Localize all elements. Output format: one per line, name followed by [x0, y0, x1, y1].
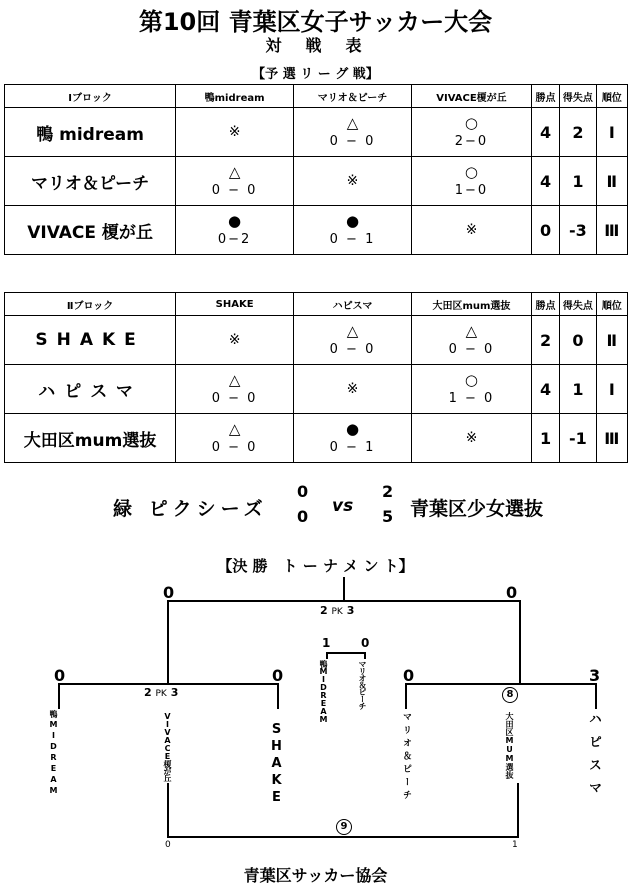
- semi-left-inner-score: 0: [272, 666, 284, 685]
- third-place-left-score: 1: [322, 636, 331, 650]
- block2-table: [4, 292, 628, 463]
- result-symbol: ○: [464, 114, 478, 132]
- result-symbol: △: [228, 163, 241, 181]
- organizer: 青葉区サッカー協会: [243, 866, 388, 885]
- page-subtitle: 対 戦 表: [265, 36, 366, 55]
- exhibition-left-score-second-half: 0: [297, 507, 309, 526]
- team-name: VIVACE 榎が丘: [5, 206, 176, 255]
- block-label: Ⅰブロック: [5, 85, 176, 108]
- result-symbol: △: [228, 371, 241, 389]
- rank-header: 順位: [596, 85, 627, 108]
- table-row: [5, 365, 628, 414]
- team-label: 鴨MIDREAM: [49, 710, 58, 797]
- team-label: ハピスマ: [586, 712, 601, 804]
- rank-value: Ⅱ: [596, 157, 627, 206]
- semi-left-pk: [144, 686, 178, 699]
- final-left-score: 0: [163, 583, 175, 602]
- team-name: SHAKE: [5, 316, 176, 365]
- points-value: 4: [531, 157, 559, 206]
- self-cell: ※: [294, 365, 412, 414]
- bracket-line: [405, 683, 597, 685]
- bracket-line: [167, 600, 521, 602]
- team-name: 鴨 midream: [5, 108, 176, 157]
- exhibition-right-team: 青葉区少女選抜: [410, 498, 544, 520]
- result-cell: [411, 365, 531, 414]
- bracket-line: [343, 577, 345, 601]
- result-symbol: △: [465, 322, 478, 340]
- final-pk-right: 3: [346, 604, 355, 617]
- semi-left-pk-left: 2: [144, 686, 152, 699]
- points-value: 4: [531, 108, 559, 157]
- result-cell: [411, 157, 531, 206]
- result-score: 2−0: [454, 134, 489, 149]
- final-pk-left: 2: [320, 604, 328, 617]
- result-score: 0 − 0: [211, 440, 258, 455]
- result-score: 1 − 0: [448, 391, 495, 406]
- final-right-score: 0: [506, 583, 518, 602]
- result-cell: [176, 414, 294, 463]
- goal-diff-value: -1: [560, 414, 597, 463]
- self-cell: ※: [411, 414, 531, 463]
- team-name: ハピスマ: [5, 365, 176, 414]
- block2-header-row: [5, 293, 628, 316]
- page-title: 第10回 青葉区女子サッカー大会: [138, 8, 493, 36]
- team-label: マリオ＆ピーチ: [401, 712, 411, 803]
- rank-value: Ⅰ: [596, 108, 627, 157]
- rank-value: Ⅰ: [596, 365, 627, 414]
- goal-diff-header: 得失点: [560, 293, 597, 316]
- exhibition-right-score-first-half: 2: [382, 482, 394, 501]
- goal-diff-value: 1: [560, 365, 597, 414]
- bottom-right-score: 1: [512, 840, 518, 850]
- bracket-line: [595, 683, 597, 709]
- result-symbol: ●: [345, 212, 360, 230]
- semi-right-inner-score: 0: [403, 666, 415, 685]
- goal-diff-value: -3: [560, 206, 597, 255]
- semi-left-outer-score: 0: [54, 666, 66, 685]
- bracket-line: [519, 600, 521, 684]
- third-place-right-team: マリオ＆ピーチ: [358, 660, 367, 709]
- result-score: 0−2: [217, 232, 252, 247]
- tournament-title: 【決 勝 ト ー ナ メ ン ト】: [217, 557, 414, 575]
- bracket-line: [167, 600, 169, 684]
- result-score: 1−0: [454, 183, 489, 198]
- self-cell: ※: [294, 157, 412, 206]
- result-score: 0 − 0: [329, 134, 376, 149]
- bracket-line: [277, 683, 279, 709]
- table-row: [5, 206, 628, 255]
- bracket-line: [405, 683, 407, 709]
- table-row: [5, 108, 628, 157]
- rank-value: Ⅱ: [596, 316, 627, 365]
- third-place-left-team: 鴨MIDREAM: [319, 660, 328, 723]
- bracket-line: [326, 652, 366, 654]
- table-row: [5, 316, 628, 365]
- result-cell: [294, 414, 412, 463]
- bracket-line: [58, 683, 60, 709]
- goal-diff-value: 1: [560, 157, 597, 206]
- column-header: VIVACE榎が丘: [411, 85, 531, 108]
- final-pk-label: PK: [331, 607, 343, 617]
- result-score: 0 − 0: [329, 342, 376, 357]
- team-label: SHAKE: [269, 722, 284, 807]
- exhibition-left-team: 緑 ピクシーズ: [113, 498, 268, 520]
- points-value: 4: [531, 365, 559, 414]
- team-label: VIVACE榎が丘: [163, 712, 172, 781]
- column-header: 鴨midream: [176, 85, 294, 108]
- exhibition-vs: vs: [332, 496, 354, 516]
- points-header: 勝点: [531, 293, 559, 316]
- bracket-line: [58, 683, 279, 685]
- points-header: 勝点: [531, 85, 559, 108]
- result-symbol: ○: [464, 371, 478, 389]
- team-name: 大田区mum選抜: [5, 414, 176, 463]
- match-number-badge: 9: [336, 819, 352, 835]
- match-number-badge: 8: [502, 687, 518, 703]
- semi-left-pk-label: PK: [155, 689, 167, 699]
- result-score: 0 − 1: [329, 232, 376, 247]
- exhibition-right-score-second-half: 5: [382, 507, 394, 526]
- result-symbol: △: [346, 114, 359, 132]
- rank-value: Ⅲ: [596, 206, 627, 255]
- result-score: 0 − 0: [211, 183, 258, 198]
- exhibition-left-score-first-half: 0: [297, 482, 309, 501]
- column-header: ハピスマ: [294, 293, 412, 316]
- rank-value: Ⅲ: [596, 414, 627, 463]
- semi-left-pk-right: 3: [170, 686, 179, 699]
- points-value: 2: [531, 316, 559, 365]
- goal-diff-value: 2: [560, 108, 597, 157]
- points-value: 1: [531, 414, 559, 463]
- result-score: 0 − 0: [211, 391, 258, 406]
- bracket-line: [517, 783, 519, 838]
- block-label: Ⅱブロック: [5, 293, 176, 316]
- result-cell: [176, 365, 294, 414]
- team-label: 大田区MUM選抜: [505, 712, 514, 779]
- result-symbol: ●: [228, 212, 242, 230]
- bracket-line: [167, 836, 519, 838]
- goal-diff-header: 得失点: [560, 85, 597, 108]
- league-section-title: 【予 選 リ ー グ 戦】: [252, 67, 379, 82]
- column-header: 大田区mum選抜: [411, 293, 531, 316]
- result-symbol: △: [346, 322, 359, 340]
- final-pk: [320, 604, 354, 617]
- result-cell: [411, 108, 531, 157]
- result-symbol: ○: [464, 163, 478, 181]
- result-cell: [294, 316, 412, 365]
- goal-diff-value: 0: [560, 316, 597, 365]
- bracket-line: [326, 652, 328, 659]
- result-score: 0 − 0: [448, 342, 495, 357]
- column-header: SHAKE: [176, 293, 294, 316]
- self-cell: ※: [411, 206, 531, 255]
- rank-header: 順位: [596, 293, 627, 316]
- result-symbol: ●: [345, 420, 360, 438]
- self-cell: ※: [176, 108, 294, 157]
- result-cell: [176, 157, 294, 206]
- result-cell: [294, 206, 412, 255]
- result-cell: [176, 206, 294, 255]
- points-value: 0: [531, 206, 559, 255]
- bracket-line: [364, 652, 366, 659]
- result-cell: [294, 108, 412, 157]
- table-row: [5, 414, 628, 463]
- bottom-left-score: 0: [165, 840, 171, 850]
- block1-table: [4, 84, 628, 255]
- column-header: マリオ＆ピーチ: [294, 85, 412, 108]
- self-cell: ※: [176, 316, 294, 365]
- result-symbol: △: [228, 420, 241, 438]
- third-place-right-score: 0: [361, 636, 370, 650]
- result-cell: [411, 316, 531, 365]
- table-row: [5, 157, 628, 206]
- team-name: マリオ＆ピーチ: [5, 157, 176, 206]
- block1-header-row: [5, 85, 628, 108]
- result-score: 0 − 1: [329, 440, 376, 455]
- semi-right-outer-score: 3: [589, 666, 601, 685]
- bracket-line: [167, 783, 169, 838]
